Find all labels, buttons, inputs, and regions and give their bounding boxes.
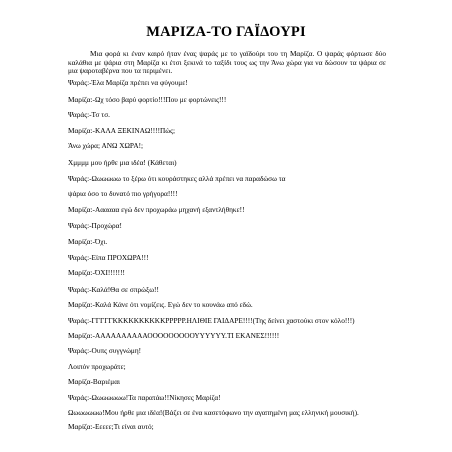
dialogue-line: Ψαράς:-Καλά!Θα σε σπρώξω!! — [68, 284, 159, 294]
dialogue-line: Ψαράς:-Τσ τσ. — [68, 110, 110, 120]
dialogue-line: Ψαράς:-Προχώρα! — [68, 221, 122, 231]
dialogue-line: Ψαράς:-Ουπς συγγνώμη! — [68, 346, 142, 356]
dialogue-line: Χμμμμ μου ήρθε μια ιδέα! (Κάθεται) — [68, 157, 177, 167]
dialogue-line: Μαρίζα:-Καλά Κάνε ότι νομίζεις. Εγώ δεν το κουνάω από εδώ. — [68, 300, 253, 310]
dialogue-line: Μαρίζα:-ΑΑΑΑΑΑΑΑΑΑΟΟΟΟΟΟΟΟΟΥΥΥΥΥΥ.ΤΙ ΕΚΑΝΕΣ!!!!!! — [68, 330, 280, 340]
dialogue-line: Μαρίζα:-ΚΑΛΑ ΞΕΚΙΝΑΩ!!!!Πώς; — [68, 125, 175, 135]
dialogue-line: Ψαράς:-Ωωωωωω το ξέρω ότι κουράστηκες αλλά πρέπει να παραδώσω τα — [68, 173, 286, 183]
dialogue-line: Μαρίζα-Βαριέμαι — [68, 377, 120, 387]
dialogue-line: Άνω χώρα; ΑΝΩ ΧΩΡΑ!; — [68, 141, 144, 151]
dialogue-line: Ψαράς:-Είπα ΠΡΟΧΩΡΑ!!! — [68, 252, 149, 262]
dialogue-line: Ψαράς:-Έλα Μαρίζα πρέπει να φύγουμε! — [68, 78, 188, 87]
dialogue-line: Ωωωωωωω!Μου ήρθε μια ιδέα!(Βάζει σε ένα κασετόφωνο την αγαπημένη μας ελληνική μουσική). — [68, 408, 359, 418]
dialogue-line: Μαρίζα:-Ωχ τόσο βαρύ φορτίο!!!Που με φορτώνεις!!! — [68, 94, 227, 104]
dialogue-line: Μαρίζα:-ΌΧΙ!!!!!!! — [68, 268, 125, 278]
dialogue-line: Ψαράς:-ΓΓΓΓΓΚΚΚΚΚΚΚΚΚΚΡΡΡΡΡ.ΗΛΙΘΙΕ ΓΑΙΔΑΡΕ!!!!(Της δείνει χαστούκι στον κόλο!!!) — [68, 315, 355, 325]
dialogue-line: Μαρίζα:-Αααααα εγώ δεν προχωράω μηχανή εξαντλήθηκε!! — [68, 204, 245, 214]
dialogue-line: Ψαράς:-Ωωωωωωω!Τα παρατάω!!Νίκησες Μαρίζα! — [68, 392, 221, 402]
dialogue-line: Μαρίζα:-Εεεεε;Τι είναι αυτό; — [68, 422, 154, 432]
dialogue-line: ψάρια όσο το δυνατό πιο γρήγορα!!!! — [68, 189, 178, 199]
dialogue-line: Λοιπόν προχωράτε; — [68, 361, 126, 371]
dialogue-list — [68, 78, 386, 432]
document-title: ΜΑΡΙΖΑ-ΤΟ ΓΑΪΔΟΥΡΙ — [146, 24, 306, 40]
dialogue-line: Μαρίζα:-Όχι. — [68, 236, 108, 246]
intro-paragraph: Μια φορά κι έναν καιρό ήταν ένας ψαράς με το γαϊδούρι του τη Μαρίζα. Ο ψαράς φόρτωσε δύο καλάθια με ψάρια στη Μαρίζα κι έτσι ξεκινά το ταξίδι τους ως την Άνω χώρα για να δώσουν τα ψάρια σε μια ψαροταβέρνα που τα περιμένει. — [68, 49, 386, 76]
